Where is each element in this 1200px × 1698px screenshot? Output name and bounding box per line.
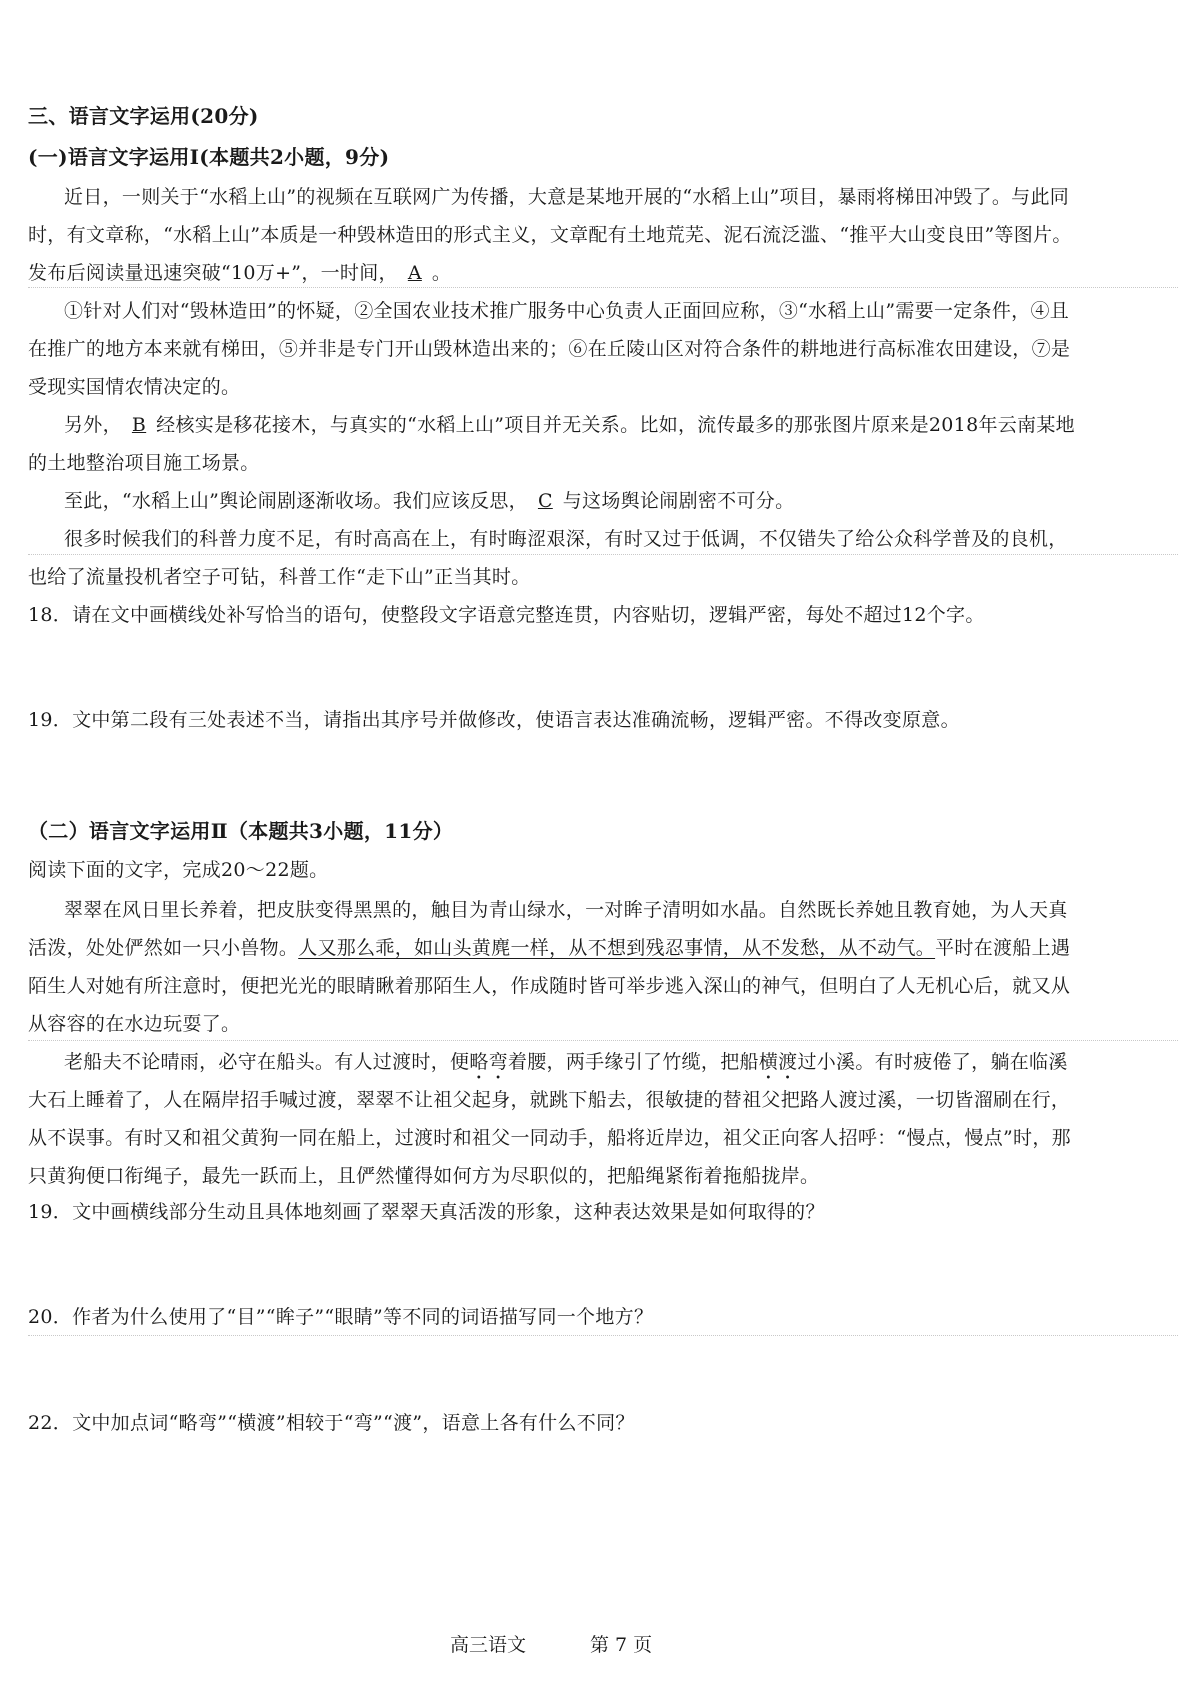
- passage1-line: [28, 258, 451, 285]
- section-title: 三、语言文字运用(20分): [28, 104, 259, 128]
- passage1-line: 近日，一则关于“水稻上山”的视频在互联网广为传播，大意是某地开展的“水稻上山”项目，暴雨将梯田冲毁了。与此同: [64, 186, 1070, 208]
- part1-title: (一)语言文字运用Ⅰ(本题共2小题，9分): [28, 145, 390, 169]
- blank-b: B: [131, 414, 147, 436]
- text-segment: 发布后阅读量迅速突破“10万+”，一时间，: [28, 262, 398, 284]
- story1-line: [28, 933, 1070, 960]
- passage2-line: ①针对人们对“毁林造田”的怀疑，②全国农业技术推广服务中心负责人正面回应称，③“水稻上山”需要一定条件，④且: [64, 300, 1070, 322]
- story1-line: 翠翠在风日里长养着，把皮肤变得黑黑的，触目为青山绿水，一对眸子清明如水晶。自然既长养她且教育她，为人天真: [64, 899, 1068, 921]
- footer-subject: 高三语文: [450, 1634, 527, 1656]
- question-18: 18．请在文中画横线处补写恰当的语句，使整段文字语意完整连贯，内容贴切，逻辑严密，每处不超过12个字。: [28, 604, 985, 626]
- blank-a: A: [407, 262, 422, 284]
- passage2-line: 在推广的地方本来就有梯田，⑤并非是专门开山毁林造出来的；⑥在丘陵山区对符合条件的耕地进行高标准农田建设，⑦是: [28, 338, 1071, 360]
- text-segment: 。: [431, 262, 452, 284]
- question-22: 22．文中加点词“略弯”“横渡”相较于“弯”“渡”，语意上各有什么不同？: [28, 1412, 635, 1434]
- text-segment: 与这场舆论闹剧密不可分。: [562, 490, 795, 512]
- blank-c: C: [537, 490, 553, 512]
- question-19: 19．文中第二段有三处表述不当，请指出其序号并做修改，使语言表达准确流畅，逻辑严密。不得改变原意。: [28, 709, 960, 731]
- story2-line: 只黄狗便口衔绳子，最先一跃而上，且俨然懂得如何方为尽职似的，把船绳紧衔着拖船拢岸。: [28, 1165, 820, 1187]
- passage3-line: [64, 410, 1075, 437]
- underlined-sentence: 人又那么乖，如山头黄麂一样，从不想到残忍事情，从不发愁，从不动气。: [298, 937, 936, 959]
- story1-line: 从容容的在水边玩耍了。: [28, 1013, 241, 1035]
- passage4-line: [64, 486, 794, 513]
- passage5-line: 很多时候我们的科普力度不足，有时高高在上，有时晦涩艰深，有时又过于低调，不仅错失了给公众科学普及的良机，: [64, 528, 1068, 550]
- story2-line: [64, 1047, 1068, 1084]
- story2-line: 从不误事。有时又和祖父黄狗一同在船上，过渡时和祖父一同动手，船将近岸边，祖父正向客人招呼：“慢点，慢点”时，那: [28, 1127, 1071, 1149]
- text-segment: 过小溪。有时疲倦了，躺在临溪: [797, 1051, 1068, 1073]
- divider: [28, 287, 1178, 288]
- text-segment: 平时在渡船上遇: [935, 937, 1071, 959]
- text-segment: 经核实是移花接木，与真实的“水稻上山”项目并无关系。比如，流传最多的那张图片原来是2018年云南某地: [156, 414, 1075, 436]
- question-19b: 19．文中画横线部分生动且具体地刻画了翠翠天真活泼的形象，这种表达效果是如何取得的？: [28, 1201, 825, 1223]
- text-segment: 着腰，两手缘引了竹缆，把船: [507, 1051, 759, 1073]
- story1-line: 陌生人对她有所注意时，便把光光的眼睛瞅着那陌生人，作成随时皆可举步逃入深山的神气，但明白了人无机心后，就又从: [28, 975, 1071, 997]
- divider: [28, 1335, 1178, 1336]
- text-segment: 老船夫不论晴雨，必守在船头。有人过渡时，便: [64, 1051, 470, 1073]
- passage3-line: 的土地整治项目施工场景。: [28, 452, 260, 474]
- passage2-line: 受现实国情农情决定的。: [28, 376, 241, 398]
- passage5-line: 也给了流量投机者空子可钻，科普工作“走下山”正当其时。: [28, 566, 531, 588]
- divider: [28, 1040, 1178, 1041]
- dotted-word: 横渡: [758, 1051, 798, 1073]
- text-segment: 另外，: [64, 414, 122, 436]
- question-20: 20．作者为什么使用了“目”“眸子”“眼睛”等不同的词语描写同一个地方？: [28, 1306, 654, 1328]
- text-segment: 至此，“水稻上山”舆论闹剧逐渐收场。我们应该反思，: [64, 490, 528, 512]
- divider: [28, 554, 1178, 555]
- part2-title: （二）语言文字运用Ⅱ（本题共3小题，11分）: [28, 819, 454, 843]
- story2-line: 大石上睡着了，人在隔岸招手喊过渡，翠翠不让祖父起身，就跳下船去，很敏捷的替祖父把路人渡过溪，一切皆溜刷在行，: [28, 1089, 1071, 1111]
- passage1-line: 时，有文章称，“水稻上山”本质是一种毁林造田的形式主义，文章配有土地荒芜、泥石流泛滥、“推平大山变良田”等图片。: [28, 224, 1072, 246]
- dotted-word: 略弯: [469, 1051, 508, 1073]
- text-segment: 活泼，处处俨然如一只小兽物。: [28, 937, 299, 959]
- footer-page-number: 第 7 页: [590, 1634, 653, 1656]
- part2-intro: 阅读下面的文字，完成20～22题。: [28, 859, 329, 881]
